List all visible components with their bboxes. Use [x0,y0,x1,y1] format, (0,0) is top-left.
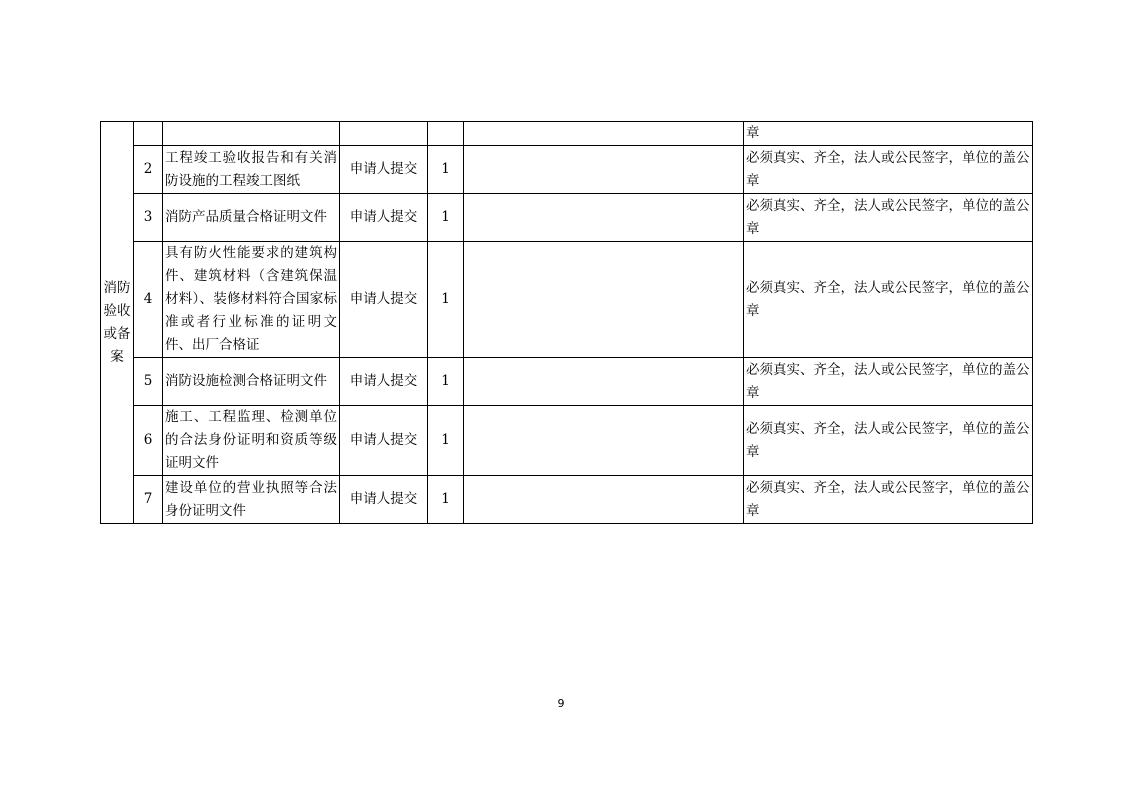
material-cell: 消防产品质量合格证明文件 [163,194,340,242]
requirement-cell: 必须真实、齐全，法人或公民签字，单位的盖公章 [744,406,1033,476]
table-row [101,406,1033,476]
source-cell: 申请人提交 [340,194,428,242]
note-cell [464,194,744,242]
copies-cell: 1 [428,406,464,476]
copies-cell: 1 [428,146,464,194]
requirement-cell: 必须真实、齐全，法人或公民签字，单位的盖公章 [744,358,1033,406]
empty-cell [134,122,163,146]
source-cell: 申请人提交 [340,242,428,358]
row-number: 3 [134,194,163,242]
note-cell [464,146,744,194]
row-number: 6 [134,406,163,476]
category-cell: 消防验收或备案 [101,122,134,524]
row-number: 7 [134,476,163,524]
row-number: 4 [134,242,163,358]
row-number: 5 [134,358,163,406]
source-cell: 申请人提交 [340,146,428,194]
materials-table [100,121,1033,524]
row-number: 2 [134,146,163,194]
empty-cell [340,122,428,146]
note-cell [464,358,744,406]
material-cell: 具有防火性能要求的建筑构件、建筑材料（含建筑保温材料）、装修材料符合国家标准或者行业标准的证明文件、出厂合格证 [163,242,340,358]
source-cell: 申请人提交 [340,476,428,524]
table-row [101,358,1033,406]
note-cell [464,406,744,476]
material-cell: 消防设施检测合格证明文件 [163,358,340,406]
table-row [101,146,1033,194]
table-row [101,122,1033,146]
requirement-cell: 必须真实、齐全，法人或公民签字，单位的盖公章 [744,242,1033,358]
empty-cell [464,122,744,146]
note-cell [464,476,744,524]
page-number: 9 [557,697,565,710]
source-cell: 申请人提交 [340,406,428,476]
requirement-cell: 必须真实、齐全，法人或公民签字，单位的盖公章 [744,146,1033,194]
requirement-cell: 章 [744,122,1033,146]
table-row [101,476,1033,524]
requirement-cell: 必须真实、齐全，法人或公民签字，单位的盖公章 [744,194,1033,242]
material-cell: 工程竣工验收报告和有关消防设施的工程竣工图纸 [163,146,340,194]
copies-cell: 1 [428,358,464,406]
empty-cell [428,122,464,146]
empty-cell [163,122,340,146]
material-cell: 建设单位的营业执照等合法身份证明文件 [163,476,340,524]
copies-cell: 1 [428,242,464,358]
note-cell [464,242,744,358]
copies-cell: 1 [428,194,464,242]
table-row [101,194,1033,242]
source-cell: 申请人提交 [340,358,428,406]
copies-cell: 1 [428,476,464,524]
table-row [101,242,1033,358]
material-cell: 施工、工程监理、检测单位的合法身份证明和资质等级证明文件 [163,406,340,476]
requirement-cell: 必须真实、齐全，法人或公民签字，单位的盖公章 [744,476,1033,524]
